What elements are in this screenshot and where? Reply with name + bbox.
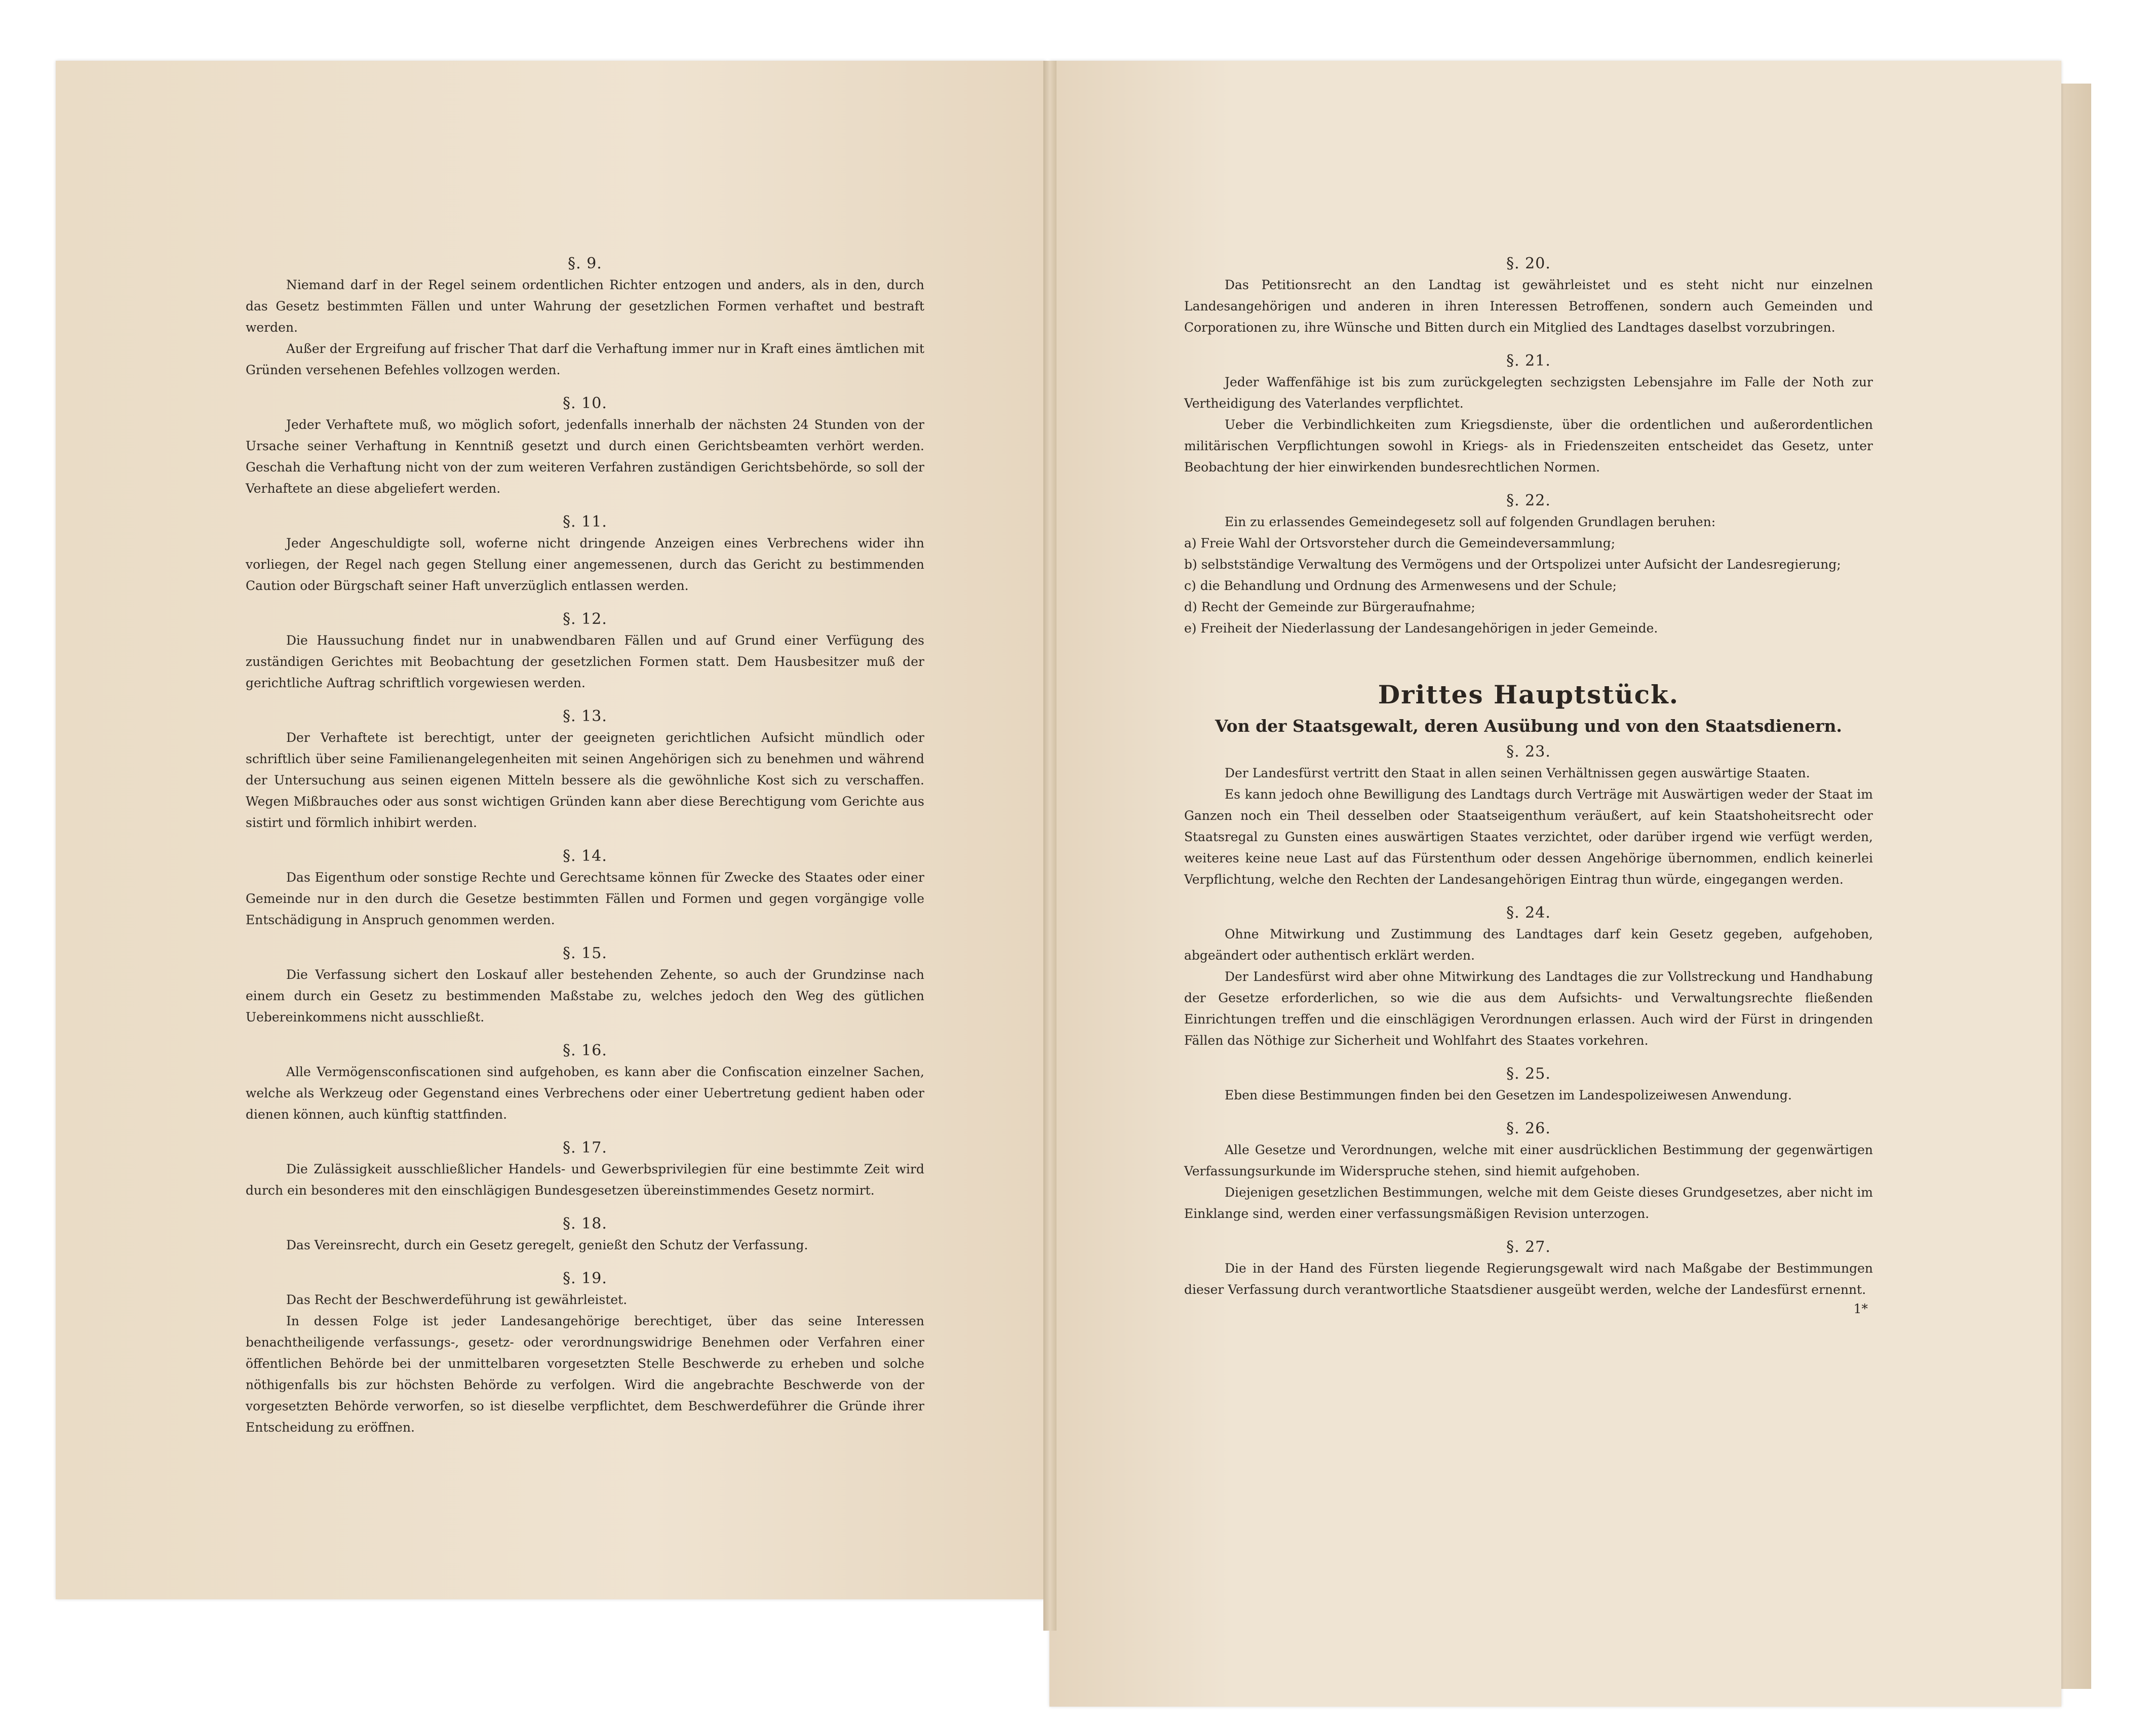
paragraph: Der Landesfürst wird aber ohne Mitwirkung des Landtages die zur Vollstreckung und Handhabung der Gesetze erforderlichen, so wie die aus dem Aufsichts- und Verwaltungsrechte fließenden Einrichtungen treffen und die einschlägigen Verordnungen erlassen. Auch wird der Fürst in dringenden Fällen das Nöthige zur Sicherheit und Wohlfahrt des Staates vorkehren. xyxy=(1184,969,1873,1048)
section-heading: §. 25. xyxy=(1506,1065,1551,1083)
section-heading: §. 14. xyxy=(563,847,607,865)
section xyxy=(1184,253,1873,338)
paragraph: Niemand darf in der Regel seinem ordentlichen Richter entzogen und anders, als in den, durch das Gesetz bestimmten Fällen und unter Wahrung der gesetzlichen Formen verhaftet und bestraft werden. xyxy=(246,278,924,335)
section xyxy=(1184,1237,1873,1300)
section xyxy=(246,393,924,499)
section xyxy=(246,943,924,1028)
section xyxy=(246,253,924,381)
chapter-title: Drittes Hauptstück. xyxy=(1378,680,1679,709)
paragraph: Die Zulässigkeit ausschließlicher Handels- und Gewerbsprivilegien für eine bestimmte Zeit wird durch ein besonderes mit den einschlägigen Bundesgesetzen übereinstimmendes Gesetz normirt. xyxy=(246,1162,924,1198)
section-heading: §. 13. xyxy=(563,707,607,725)
list-item: b) selbstständige Verwaltung des Vermögens und der Ortspolizei unter Aufsicht der Landesregierung; xyxy=(1184,557,1841,572)
section-heading: §. 9. xyxy=(568,255,602,272)
list-item: c) die Behandlung und Ordnung des Armenwesens und der Schule; xyxy=(1184,578,1617,593)
section-heading: §. 21. xyxy=(1506,352,1551,370)
section-heading: §. 15. xyxy=(563,944,607,962)
paragraph: In dessen Folge ist jeder Landesangehörige berechtiget, über das seine Interessen benachtheiligende verfassungs-, gesetz- oder verordnungswidrige Benehmen oder Verfahren einer öffentlichen Behörde bei der unmittelbaren vorgesetzten Stelle Beschwerde zu erheben und solche nöthigenfalls bis zur höchsten Behörde zu verfolgen. Wird die angebrachte Beschwerde von der vorgesetzten Behörde verworfen, so ist dieselbe verpflichtet, dem Beschwerdeführer die Gründe ihrer Entscheidung zu eröffnen. xyxy=(246,1314,924,1435)
section xyxy=(246,1040,924,1125)
paragraph: Die in der Hand des Fürsten liegende Regierungsgewalt wird nach Maßgabe der Bestimmungen dieser Verfassung durch verantwortliche Staatsdiener ausgeübt werden, welche der Landesfürst ernennt. xyxy=(1184,1261,1873,1297)
section xyxy=(246,1137,924,1201)
paragraph: Der Landesfürst vertritt den Staat in allen seinen Verhältnissen gegen auswärtige Staaten. xyxy=(1225,766,1810,780)
section-heading: §. 23. xyxy=(1506,743,1551,761)
page-number: 1* xyxy=(1853,1301,1868,1316)
paragraph: Ein zu erlassendes Gemeindegesetz soll auf folgenden Grundlagen beruhen: xyxy=(1225,515,1716,529)
section xyxy=(246,511,924,597)
section xyxy=(246,609,924,694)
section xyxy=(1184,490,1873,639)
section xyxy=(1184,902,1873,1051)
section-heading: §. 20. xyxy=(1506,255,1551,272)
section xyxy=(1184,1118,1873,1225)
section-heading: §. 12. xyxy=(563,610,607,628)
paragraph: Jeder Waffenfähige ist bis zum zurückgelegten sechzigsten Lebensjahre im Falle der Noth zur Vertheidigung des Vaterlandes verpflichtet. xyxy=(1184,375,1873,411)
paragraph: Das Vereinsrecht, durch ein Gesetz geregelt, genießt den Schutz der Verfassung. xyxy=(286,1238,808,1252)
paragraph: Diejenigen gesetzlichen Bestimmungen, welche mit dem Geiste dieses Grundgesetzes, aber nicht im Einklange sind, werden einer verfassungsmäßigen Revision unterzogen. xyxy=(1184,1185,1873,1221)
paragraph: Alle Gesetze und Verordnungen, welche mit einer ausdrücklichen Bestimmung der gegenwärtigen Verfassungsurkunde im Widerspruche stehen, sind hiemit aufgehoben. xyxy=(1184,1142,1873,1178)
list-item: d) Recht der Gemeinde zur Bürgeraufnahme; xyxy=(1184,600,1475,614)
paragraph: Das Recht der Beschwerdeführung ist gewährleistet. xyxy=(286,1292,628,1307)
paragraph: Jeder Angeschuldigte soll, woferne nicht dringende Anzeigen eines Verbrechens wider ihn vorliegen, der Regel nach gegen Stellung einer angemessenen, durch das Gericht zu bestimmenden Caution oder Bürgschaft seiner Haft unverzüglich entlassen werden. xyxy=(246,536,924,593)
section xyxy=(1184,1063,1873,1106)
section-heading: §. 22. xyxy=(1506,492,1551,509)
paragraph: Ohne Mitwirkung und Zustimmung des Landtages darf kein Gesetz gegeben, aufgehoben, abgeändert oder authentisch erklärt werden. xyxy=(1184,927,1873,963)
list-item: a) Freie Wahl der Ortsvorsteher durch die Gemeindeversammlung; xyxy=(1184,536,1616,550)
section-heading: §. 24. xyxy=(1506,904,1551,922)
paragraph: Die Verfassung sichert den Loskauf aller bestehenden Zehente, so auch der Grundzinse nach einem durch ein Gesetz zu bestimmenden Maßstabe zu, welches jedoch den Weg des gütlichen Uebereinkommens nicht ausschließt. xyxy=(246,967,924,1024)
paragraph: Ueber die Verbindlichkeiten zum Kriegsdienste, über die ordentlichen und außerordentlichen militärischen Verpflichtungen sowohl in Kriegs- als in Friedenszeiten entscheidet das Gesetz, unter Beobachtung der hier einwirkenden bundesrechtlichen Normen. xyxy=(1184,417,1873,475)
left-column xyxy=(246,253,924,1438)
right-top-sections xyxy=(1184,253,1873,639)
section-heading: §. 19. xyxy=(563,1270,607,1287)
paragraph: Jeder Verhaftete muß, wo möglich sofort, jedenfalls innerhalb der nächsten 24 Stunden von der Ursache seiner Verhaftung in Kenntniß gesetzt und durch einen Gerichtsbeamten verhört werden. Geschah die Verhaftung nicht von der zum weiteren Verfahren zuständigen Gerichtsbehörde, so soll der Verhaftete an diese abgeliefert werden. xyxy=(246,417,924,496)
paragraph: Außer der Ergreifung auf frischer That darf die Verhaftung immer nur in Kraft eines ämtlichen mit Gründen versehenen Befehles vollzogen werden. xyxy=(246,341,924,377)
section xyxy=(1184,350,1873,478)
list-item: e) Freiheit der Niederlassung der Landesangehörigen in jeder Gemeinde. xyxy=(1184,621,1658,636)
center-fold xyxy=(1043,61,1057,1631)
right-column xyxy=(1184,253,1873,1318)
paragraph: Die Haussuchung findet nur in unabwendbaren Fällen und auf Grund einer Verfügung des zuständigen Gerichtes mit Beobachtung der gesetzlichen Formen statt. Dem Hausbesitzer muß der gerichtliche Auftrag schriftlich vorgewiesen werden. xyxy=(246,633,924,690)
section-heading: §. 10. xyxy=(563,394,607,412)
section-heading: §. 11. xyxy=(563,513,607,531)
paragraph: Das Eigenthum oder sonstige Rechte und Gerechtsame können für Zwecke des Staates oder einer Gemeinde nur in den durch die Gesetze bestimmten Fällen und Formen und gegen vorgängige volle Entschädigung in Anspruch genommen werden. xyxy=(246,870,924,927)
paragraph: Alle Vermögensconfiscationen sind aufgehoben, es kann aber die Confiscation einzelner Sachen, welche als Werkzeug oder Gegenstand eines Verbrechens oder einer Uebertretung gedient haben oder dienen können, auch künftig stattfinden. xyxy=(246,1064,924,1122)
paragraph: Der Verhaftete ist berechtigt, unter der geeigneten gerichtlichen Aufsicht mündlich oder schriftlich über seine Familienangelegenheiten mit seinen Angehörigen sich zu benehmen und während der Untersuchung aus seinen eigenen Mitteln bessere als die gewöhnliche Kost sich zu verschaffen. Wegen Mißbrauches oder aus sonst wichtigen Gründen kann aber diese Berechtigung vom Gerichte aus sistirt und förmlich inhibirt werden. xyxy=(246,730,924,830)
right-bottom-sections xyxy=(1184,741,1873,1300)
paragraph: Eben diese Bestimmungen finden bei den Gesetzen im Landespolizeiwesen Anwendung. xyxy=(1225,1088,1792,1102)
section-heading: §. 26. xyxy=(1506,1120,1551,1137)
section xyxy=(246,706,924,834)
section xyxy=(1184,741,1873,890)
section xyxy=(246,1213,924,1256)
section-heading: §. 18. xyxy=(563,1215,607,1233)
paragraph: Das Petitionsrecht an den Landtag ist gewährleistet und es steht nicht nur einzelnen Landesangehörigen und anderen in ihren Interessen Betroffenen, sondern auch Gemeinden und Corporationen zu, ihre Wünsche und Bitten durch ein Mitglied des Landtages daselbst vorzubringen. xyxy=(1184,278,1873,335)
paragraph: Es kann jedoch ohne Bewilligung des Landtags durch Verträge mit Auswärtigen weder der Staat im Ganzen noch ein Theil desselben oder Staatseigenthum veräußert, auf kein Staatshoheitsrecht oder Staatsregal zu Gunsten eines auswärtigen Staates verzichtet, oder darüber irgend wie verfügt werden, weiteres keine neue Last auf das Fürstenthum oder dessen Angehörige übernommen, endlich keinerlei Verpflichtung, welche den Rechten der Landesangehörigen Eintrag thun würde, eingegangen werden. xyxy=(1184,787,1873,887)
section xyxy=(246,846,924,931)
section xyxy=(246,1268,924,1438)
chapter-subtitle: Von der Staatsgewalt, deren Ausübung und von den Staatsdienern. xyxy=(1215,716,1842,736)
section-heading: §. 27. xyxy=(1506,1238,1551,1256)
section-heading: §. 16. xyxy=(563,1042,607,1059)
section-heading: §. 17. xyxy=(563,1139,607,1157)
